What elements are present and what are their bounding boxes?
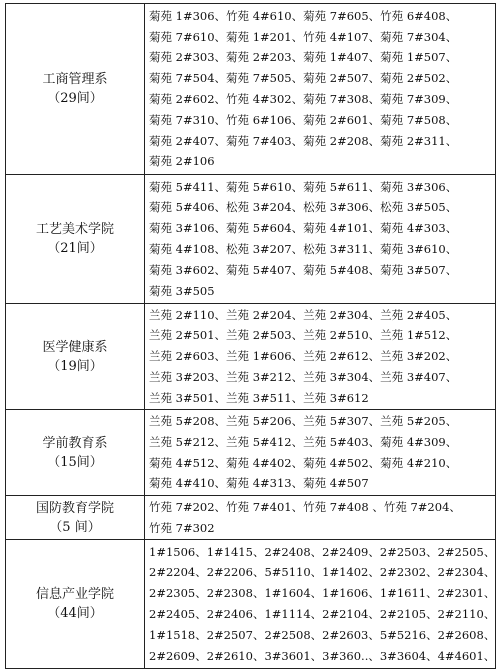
room-line: 菊苑 2#602、竹苑 4#302、菊苑 7#308、菊苑 7#309、 (149, 92, 458, 106)
room-line: 菊苑 7#610、菊苑 1#201、竹苑 4#107、菊苑 7#304、 (149, 29, 458, 44)
room-line: 菊苑 2#106 (149, 154, 215, 169)
room-line: 菊苑 2#407、菊苑 7#403、菊苑 2#208、菊苑 2#311、 (149, 133, 458, 148)
table-row (6, 175, 496, 304)
department-cell (6, 410, 145, 496)
room-list-cell (145, 4, 496, 175)
table-row (6, 496, 496, 540)
room-list-cell (145, 175, 496, 304)
room-line: 菊苑 3#602、菊苑 5#407、菊苑 5#408、菊苑 3#507、 (149, 262, 458, 277)
room-line: 兰苑 2#110、兰苑 2#204、兰苑 2#304、兰苑 2#405、 (149, 307, 458, 322)
room-line: 兰苑 5#212、兰苑 5#412、兰苑 5#403、菊苑 4#309、 (149, 434, 458, 449)
room-count: （21间） (47, 241, 103, 256)
room-line: 2#2609、2#2610、3#3601、3#360..、3#3604、4#4601、 (149, 648, 496, 663)
table-row (6, 304, 496, 410)
table-row (6, 410, 496, 496)
room-count: （29间） (47, 91, 103, 106)
department-cell (6, 496, 145, 540)
table-row (6, 4, 496, 175)
room-line: 竹苑 7#202、竹苑 7#401、竹苑 7#408 、竹苑 7#204、 (149, 499, 461, 514)
department-cell (6, 304, 145, 410)
room-line: 1#1518、2#2507、2#2508、2#2603、5#5216、2#2608、 (149, 627, 496, 642)
table-row (6, 540, 496, 669)
room-line: 2#2305、2#2308、1#1604、1#1606、1#1611、2#2301、 (149, 586, 496, 601)
room-line: 2#2405、2#2406、1#1114、2#2104、2#2105、2#2110、 (149, 607, 496, 621)
room-count: （15间） (47, 454, 103, 470)
room-line: 菊苑 3#505 (149, 283, 215, 298)
room-list-cell (145, 496, 496, 540)
department-name: 信息产业学院 (35, 587, 114, 602)
department-name: 学前教育系 (42, 435, 108, 451)
room-line: 1#1506、1#1415、2#2408、2#2409、2#2503、2#2505、 (149, 544, 496, 559)
room-line: 兰苑 2#501、兰苑 2#503、兰苑 2#510、兰苑 1#512、 (149, 328, 458, 343)
room-line: 菊苑 2#303、菊苑 2#203、菊苑 1#407、菊苑 1#507、 (149, 50, 458, 65)
room-line: 菊苑 4#410、菊苑 4#313、菊苑 4#507 (149, 476, 369, 491)
room-line: 菊苑 7#504、菊苑 7#505、菊苑 2#507、菊苑 2#502、 (149, 71, 458, 86)
department-name: 工商管理系 (42, 72, 108, 87)
room-line: 菊苑 5#406、松苑 3#204、松苑 3#306、松苑 3#505、 (149, 200, 458, 215)
room-line: 菊苑 7#310、竹苑 6#106、菊苑 2#601、菊苑 7#508、 (149, 112, 458, 127)
room-list-cell (145, 540, 496, 669)
department-name: 国防教育学院 (35, 500, 114, 516)
room-line: 菊苑 4#512、菊苑 4#402、菊苑 4#502、菊苑 4#210、 (149, 455, 458, 470)
dormitory-allocation-table (5, 3, 496, 669)
room-line: 竹苑 7#302 (149, 520, 215, 535)
room-line: 菊苑 4#108、松苑 3#207、松苑 3#311、菊苑 3#610、 (149, 242, 458, 256)
department-name: 工艺美术学院 (35, 222, 114, 237)
room-line: 菊苑 5#411、菊苑 5#610、菊苑 5#611、菊苑 3#306、 (149, 179, 458, 194)
department-name: 医学健康系 (42, 339, 108, 355)
room-list-cell (145, 410, 496, 496)
room-line: 2#2204、2#2206、5#5110、1#1402、2#2302、2#2304、 (149, 565, 496, 580)
room-line: 兰苑 5#208、兰苑 5#206、兰苑 5#307、兰苑 5#205、 (149, 413, 458, 428)
room-line: 菊苑 3#106、菊苑 5#604、菊苑 4#101、菊苑 4#303、 (149, 221, 458, 236)
room-count: （19间） (47, 358, 103, 374)
room-list-cell (145, 304, 496, 410)
department-cell (6, 4, 145, 175)
room-line: 兰苑 3#501、兰苑 3#511、兰苑 3#612 (149, 390, 369, 405)
room-count: （5 间） (49, 519, 101, 535)
room-line: 兰苑 2#603、兰苑 1#606、兰苑 2#612、兰苑 3#202、 (149, 349, 458, 364)
room-line: 菊苑 1#306、竹苑 4#610、菊苑 7#605、竹苑 6#408、 (149, 8, 458, 23)
room-line: 兰苑 3#203、兰苑 3#212、兰苑 3#304、兰苑 3#407、 (149, 369, 458, 384)
department-cell (6, 540, 145, 669)
department-cell (6, 175, 145, 304)
room-count: （44间） (47, 606, 103, 621)
